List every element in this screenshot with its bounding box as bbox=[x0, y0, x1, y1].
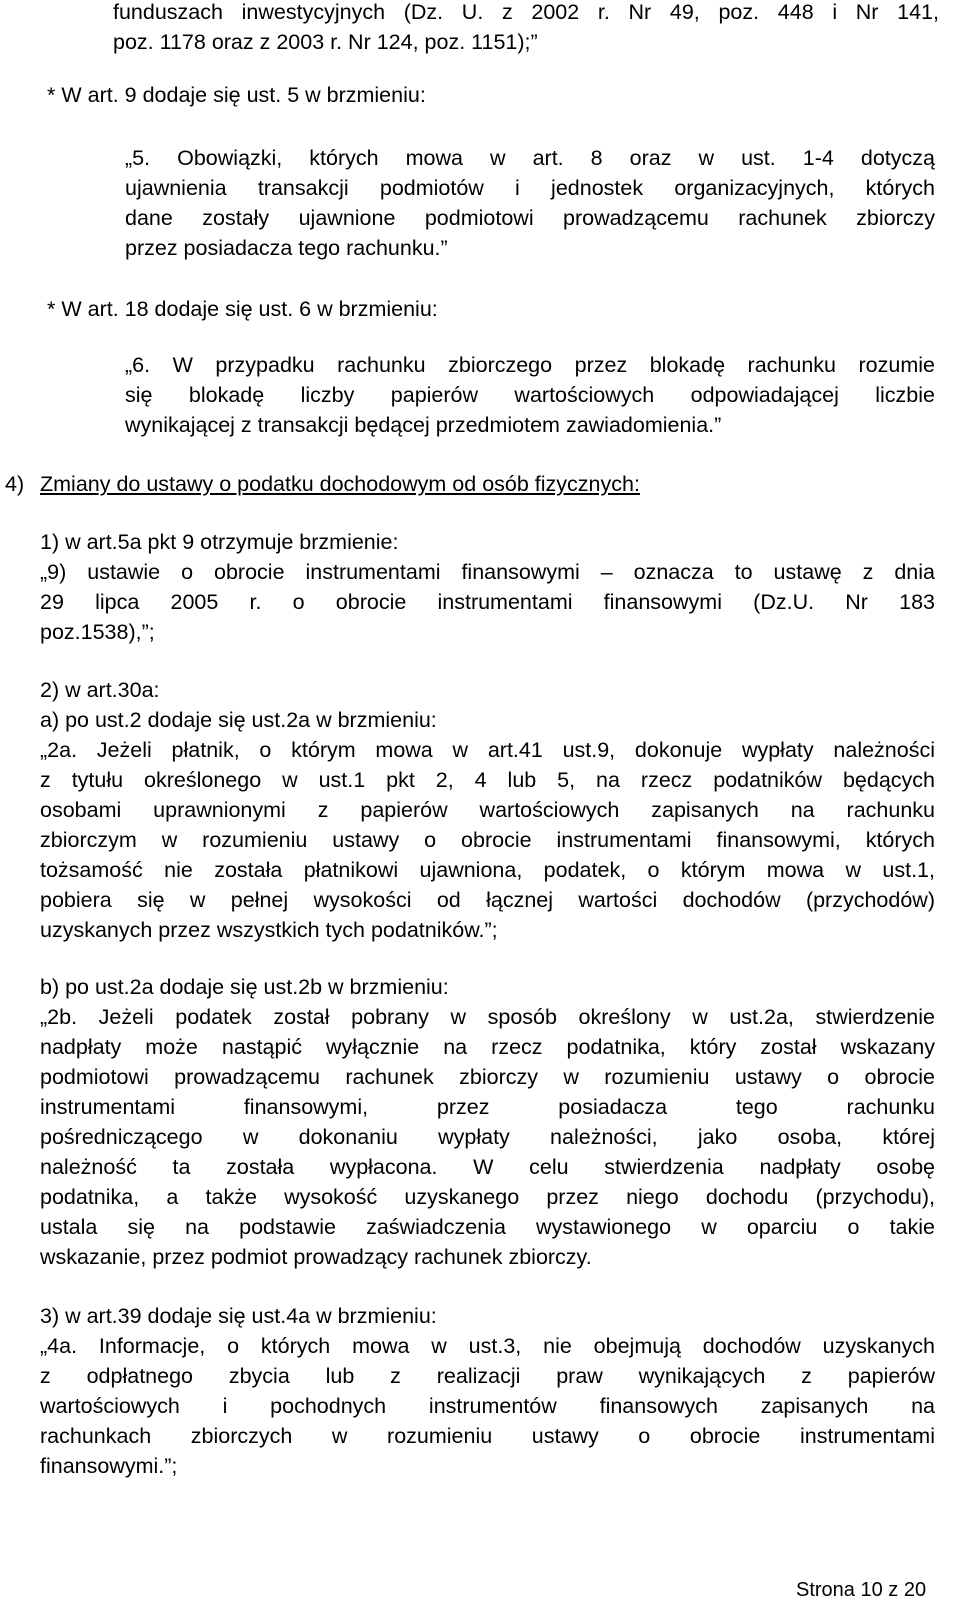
paragraph-line: ujawnienia transakcji podmiotów i jednostek organizacyjnych, których bbox=[125, 176, 935, 200]
paragraph-line: „5. Obowiązki, których mowa w art. 8 oraz w ust. 1-4 dotyczą bbox=[125, 146, 935, 170]
paragraph-line: wartościowych i pochodnych instrumentów finansowych zapisanych na bbox=[40, 1394, 935, 1418]
amendment-instruction: * W art. 18 dodaje się ust. 6 w brzmieniu: bbox=[47, 297, 438, 321]
paragraph-line: pośredniczącego w dokonaniu wypłaty należności, jako osoba, której bbox=[40, 1125, 935, 1149]
paragraph-line: poz. 1178 oraz z 2003 r. Nr 124, poz. 1151);” bbox=[113, 30, 538, 54]
list-item-heading: 1) w art.5a pkt 9 otrzymuje brzmienie: bbox=[40, 530, 399, 554]
list-item-heading: 3) w art.39 dodaje się ust.4a w brzmieniu: bbox=[40, 1304, 437, 1328]
paragraph-line: nadpłaty może nastąpić wyłącznie na rzecz podatnika, który został wskazany bbox=[40, 1035, 935, 1059]
paragraph-line: poz.1538),”; bbox=[40, 620, 155, 644]
paragraph-line: „6. W przypadku rachunku zbiorczego przez blokadę rachunku rozumie bbox=[125, 353, 935, 377]
paragraph-line: ustala się na podstawie zaświadczenia wystawionego w oparciu o takie bbox=[40, 1215, 935, 1239]
paragraph-line: osobami uprawnionymi z papierów wartościowych zapisanych na rachunku bbox=[40, 798, 935, 822]
paragraph-line: się blokadę liczby papierów wartościowych odpowiadającej liczbie bbox=[125, 383, 935, 407]
paragraph-line: wskazanie, przez podmiot prowadzący rachunek zbiorczy. bbox=[40, 1245, 592, 1269]
paragraph-line: podatnika, a także wysokość uzyskanego przez niego dochodu (przychodu), bbox=[40, 1185, 935, 1209]
paragraph-line: dane zostały ujawnione podmiotowi prowadzącemu rachunek zbiorczy bbox=[125, 206, 935, 230]
paragraph-line: „9) ustawie o obrocie instrumentami finansowymi – oznacza to ustawę z dnia bbox=[40, 560, 935, 584]
paragraph-line: instrumentami finansowymi, przez posiadacza tego rachunku bbox=[40, 1095, 935, 1119]
paragraph-line: wynikającej z transakcji będącej przedmiotem zawiadomienia.” bbox=[125, 413, 722, 437]
list-item-subheading: b) po ust.2a dodaje się ust.2b w brzmieniu: bbox=[40, 975, 449, 999]
paragraph-line: „2b. Jeżeli podatek został pobrany w sposób określony w ust.2a, stwierdzenie bbox=[40, 1005, 935, 1029]
paragraph-line: zbiorczym w rozumieniu ustawy o obrocie instrumentami finansowymi, których bbox=[40, 828, 935, 852]
paragraph-line: podmiotowi prowadzącemu rachunek zbiorczy w rozumieniu ustawy o obrocie bbox=[40, 1065, 935, 1089]
paragraph-line: rachunkach zbiorczych w rozumieniu ustawy o obrocie instrumentami bbox=[40, 1424, 935, 1448]
paragraph-line: „4a. Informacje, o których mowa w ust.3, nie obejmują dochodów uzyskanych bbox=[40, 1334, 935, 1358]
list-item-subheading: a) po ust.2 dodaje się ust.2a w brzmieniu: bbox=[40, 708, 437, 732]
paragraph-line: z odpłatnego zbycia lub z realizacji praw wynikających z papierów bbox=[40, 1364, 935, 1388]
list-item-heading: 2) w art.30a: bbox=[40, 678, 160, 702]
section-heading-number: 4) bbox=[5, 472, 25, 496]
paragraph-line: 29 lipca 2005 r. o obrocie instrumentami finansowymi (Dz.U. Nr 183 bbox=[40, 590, 935, 614]
section-heading: Zmiany do ustawy o podatku dochodowym od osób fizycznych: bbox=[40, 472, 640, 496]
paragraph-line: pobiera się w pełnej wysokości od łącznej wartości dochodów (przychodów) bbox=[40, 888, 935, 912]
paragraph-line: tożsamość nie została płatnikowi ujawniona, podatek, o którym mowa w ust.1, bbox=[40, 858, 935, 882]
amendment-instruction: * W art. 9 dodaje się ust. 5 w brzmieniu: bbox=[47, 83, 426, 107]
paragraph-line: należność ta została wypłacona. W celu stwierdzenia nadpłaty osobę bbox=[40, 1155, 935, 1179]
page-number-footer: Strona 10 z 20 bbox=[796, 1579, 927, 1601]
paragraph-line: „2a. Jeżeli płatnik, o którym mowa w art.41 ust.9, dokonuje wypłaty należności bbox=[40, 738, 935, 762]
paragraph-line: finansowymi.”; bbox=[40, 1454, 178, 1478]
paragraph-line: uzyskanych przez wszystkich tych podatników.”; bbox=[40, 918, 498, 942]
paragraph-line: przez posiadacza tego rachunku.” bbox=[125, 236, 448, 260]
paragraph-line: funduszach inwestycyjnych (Dz. U. z 2002 r. Nr 49, poz. 448 i Nr 141, bbox=[113, 0, 939, 24]
paragraph-line: z tytułu określonego w ust.1 pkt 2, 4 lub 5, na rzecz podatników będących bbox=[40, 768, 935, 792]
